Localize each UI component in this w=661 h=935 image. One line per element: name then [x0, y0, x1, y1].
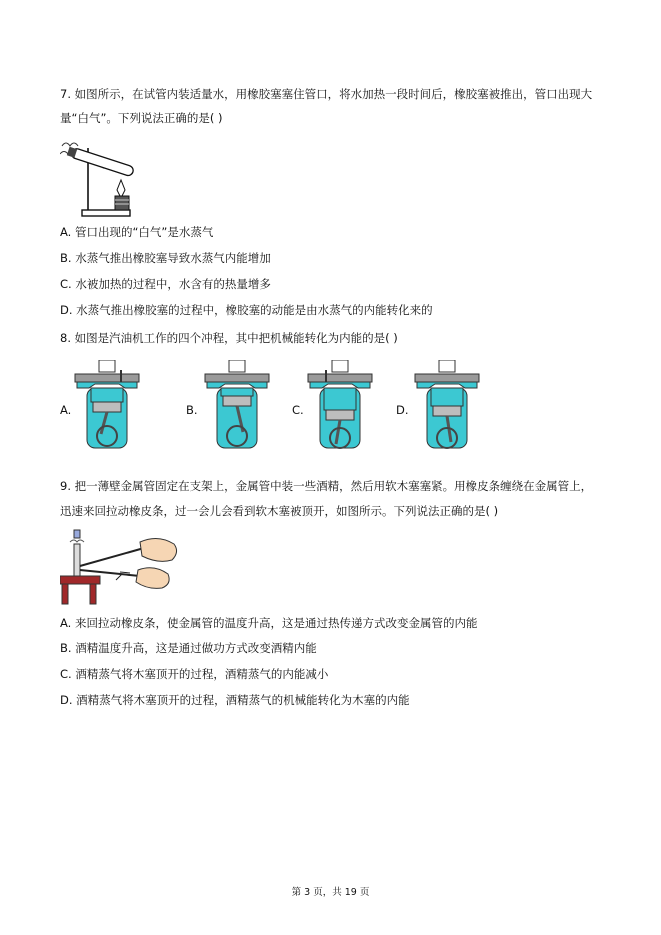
q8-engine-c-figure	[306, 360, 374, 460]
q9-metal-tube-figure	[60, 528, 184, 608]
q8-choice-a-label: A.	[60, 403, 72, 417]
q7-option-d: D. 水蒸气推出橡胶塞的过程中，橡胶塞的动能是由水蒸气的内能转化来的	[60, 303, 433, 317]
q8-stem: 8. 如图是汽油机工作的四个冲程，其中把机械能转化为内能的是( )	[60, 331, 398, 345]
q8-choice-b-label: B.	[186, 403, 198, 417]
q9-option-c: C. 酒精蒸气将木塞顶开的过程，酒精蒸气的内能减小	[60, 667, 329, 681]
q7-option-b: B. 水蒸气推出橡胶塞导致水蒸气内能增加	[60, 251, 271, 265]
page-footer: 第 3 页，共 19 页	[291, 887, 370, 898]
q8-engine-b-figure	[203, 360, 271, 460]
q7-test-tube-figure	[60, 134, 150, 220]
q8-engine-a-figure	[73, 360, 141, 460]
q7-option-c: C. 水被加热的过程中，水含有的热量增多	[60, 277, 271, 291]
q7-stem-line1: 7. 如图所示，在试管内装适量水，用橡胶塞塞住管口，将水加热一段时间后，橡胶塞被推出，管口出现大	[60, 87, 593, 101]
q8-choice-c-label: C.	[292, 403, 304, 417]
q7-stem-line2: 量“白气”。下列说法正确的是( )	[60, 111, 223, 125]
q9-stem-line1: 9. 把一薄壁金属管固定在支架上，金属管中装一些酒精，然后用软木塞塞紧。用橡皮条缠绕在金属管上，	[60, 479, 593, 493]
q9-option-a: A. 来回拉动橡皮条，使金属管的温度升高，这是通过热传递方式改变金属管的内能	[60, 616, 478, 630]
q7-option-a: A. 管口出现的“白气”是水蒸气	[60, 225, 214, 239]
q8-choice-d-label: D.	[396, 403, 409, 417]
q8-engine-d-figure	[413, 360, 481, 460]
q9-option-d: D. 酒精蒸气将木塞顶开的过程，酒精蒸气的机械能转化为木塞的内能	[60, 693, 410, 707]
q9-stem-line2: 迅速来回拉动橡皮条，过一会儿会看到软木塞被顶开，如图所示。下列说法正确的是( )	[60, 504, 499, 518]
q9-option-b: B. 酒精温度升高，这是通过做功方式改变酒精内能	[60, 641, 317, 655]
